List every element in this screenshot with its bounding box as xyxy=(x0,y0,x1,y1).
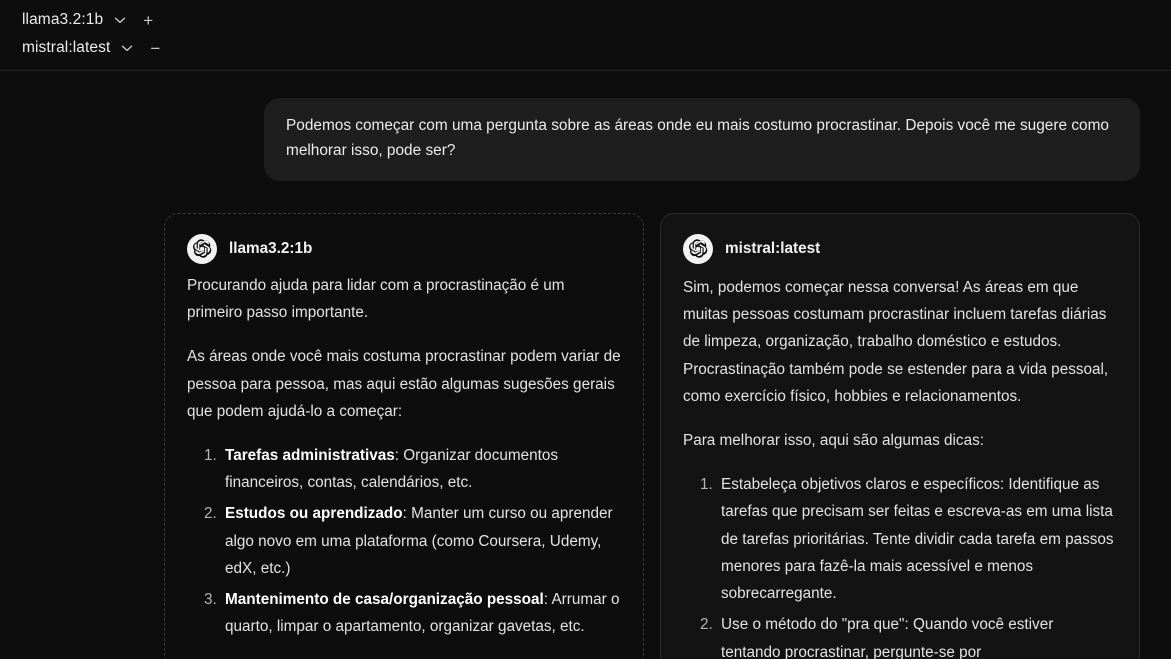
list-item xyxy=(221,586,621,640)
chevron-down-icon[interactable] xyxy=(112,12,128,28)
response-header-llama xyxy=(187,234,621,264)
list-item-text: Use o método do "pra que": Quando você estiver tentando procrastinar, pergunte-se por xyxy=(721,616,1054,659)
model-row-0 xyxy=(0,6,1171,34)
list-item xyxy=(221,500,621,582)
response-model-name-mistral: mistral:latest xyxy=(725,239,821,257)
suggestion-list xyxy=(187,442,621,641)
paragraph: Procurando ajuda para lidar com a procrastinação é um primeiro passo importante. xyxy=(187,276,565,322)
response-model-name-llama: llama3.2:1b xyxy=(229,239,313,257)
model-selector-bar xyxy=(0,0,1171,71)
model-name-1[interactable]: mistral:latest xyxy=(22,39,111,57)
tips-list xyxy=(683,471,1117,659)
minus-icon[interactable]: − xyxy=(150,38,161,58)
paragraph: As áreas onde você mais costuma procrastinar podem variar de pessoa para pessoa, mas aqui estão algumas sugesões gerais que podem ajudá-lo a começar: xyxy=(187,348,621,420)
list-item-text: : Arrumar o quarto, limpar o apartamento, organizar gavetas, etc. xyxy=(225,591,620,636)
paragraph: Para melhorar isso, aqui são algumas dicas: xyxy=(683,432,984,449)
response-header-mistral xyxy=(683,234,1117,264)
openai-logo-icon xyxy=(187,234,217,264)
response-card-mistral xyxy=(660,213,1140,659)
list-item xyxy=(717,471,1117,607)
list-item xyxy=(717,611,1117,659)
plus-icon[interactable]: + xyxy=(143,10,154,30)
list-item-text: : Manter um curso ou aprender algo novo em uma plataforma (como Coursera, Udemy, edX, etc.) xyxy=(225,505,613,577)
list-item-label: Estudos ou aprendizado xyxy=(225,505,403,523)
user-message-bubble: Podemos começar com uma pergunta sobre as áreas onde eu mais costumo procrastinar. Depois você me sugere como melhorar isso, pode ser? xyxy=(264,98,1140,181)
user-message-row xyxy=(0,71,1171,181)
chevron-down-icon[interactable] xyxy=(119,40,135,56)
model-row-1 xyxy=(0,34,1171,62)
response-columns xyxy=(0,181,1171,659)
response-card-llama xyxy=(164,213,644,659)
list-item-label: Mantenimento de casa/organização pessoal xyxy=(225,591,544,609)
response-body-mistral xyxy=(683,274,1117,659)
openai-logo-icon xyxy=(683,234,713,264)
list-item-text: Estabeleça objetivos claros e específicos: Identifique as tarefas que precisam ser feitas e escreva-as em uma lista de tarefas prioritárias. Tente dividir cada tarefa em passos menores para fazê-la mais acessível e menos sobrecarregante. xyxy=(721,476,1114,603)
list-item xyxy=(221,442,621,496)
response-body-llama xyxy=(187,272,621,641)
model-name-0[interactable]: llama3.2:1b xyxy=(22,11,104,29)
list-item-text: : Organizar documentos financeiros, contas, calendários, etc. xyxy=(225,447,559,492)
list-item-label: Tarefas administrativas xyxy=(225,447,395,464)
paragraph: Sim, podemos começar nessa conversa! As áreas em que muitas pessoas costumam procrastinar incluem tarefas diárias de limpeza, organização, trabalho doméstico e estudos. Procrastinação também pode se estender para a vida pessoal, como exercício físico, hobbies e relacionamentos. xyxy=(683,278,1109,405)
